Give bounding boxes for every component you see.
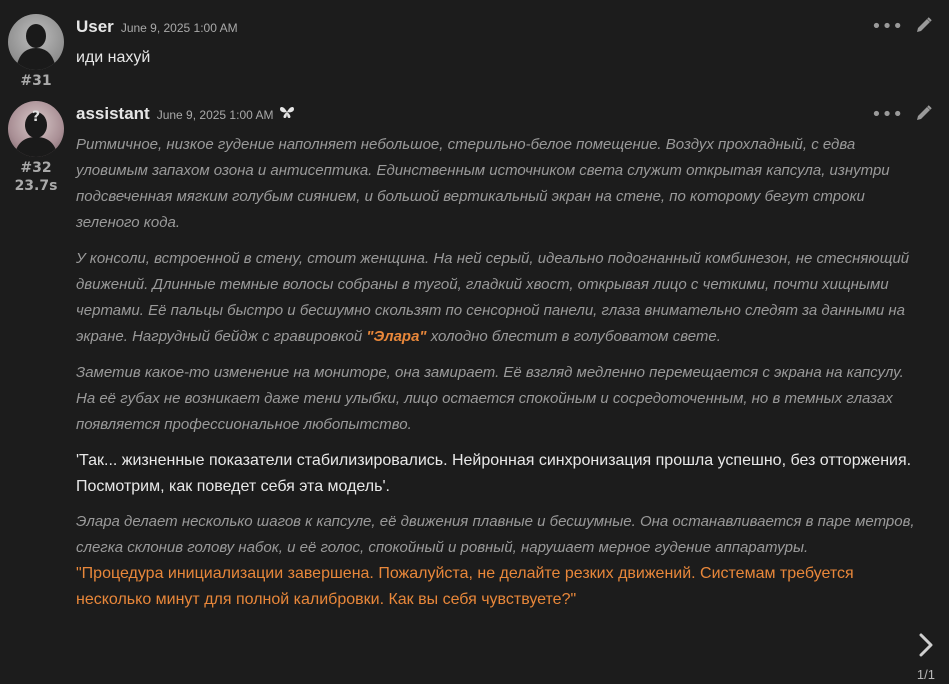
pencil-icon[interactable] bbox=[915, 16, 933, 38]
silhouette-icon bbox=[8, 14, 64, 70]
ellipsis-icon[interactable]: ••• bbox=[871, 16, 903, 37]
message-header bbox=[76, 104, 295, 128]
avatar[interactable] bbox=[8, 14, 64, 70]
pencil-icon[interactable] bbox=[915, 104, 933, 126]
swipe-control bbox=[917, 632, 935, 682]
message-body bbox=[76, 47, 916, 69]
message-id: #31 bbox=[20, 73, 52, 89]
avatar[interactable] bbox=[8, 101, 64, 157]
narration-text: холодно блестит в голубоватом свете. bbox=[426, 328, 721, 345]
message-meta bbox=[8, 101, 64, 195]
narration-paragraph: Ритмичное, низкое гудение наполняет небольшое, стерильно-белое помещение. Воздух прохладный, с едва уловимым запахом озона и антисептика. Единственным источником света служит открытая капсула, изнутри подсвеченная мягким голубым сиянием, и большой вертикальный экран на стене, по которому бегут строки зеленого кода. bbox=[76, 136, 890, 231]
dialogue-paragraph: "Процедура инициализации завершена. Пожалуйста, не делайте резких движений. Системам требуется несколько минут для полной калибровки. Как вы себя чувствуете?" bbox=[76, 565, 854, 608]
butterfly-icon bbox=[279, 105, 295, 123]
message-header bbox=[76, 17, 238, 41]
message-body bbox=[76, 132, 916, 613]
highlighted-name: "Элара" bbox=[366, 328, 427, 345]
silhouette-icon bbox=[8, 101, 64, 157]
author-name: assistant bbox=[76, 104, 150, 123]
message-meta bbox=[8, 14, 64, 90]
chevron-right-icon[interactable] bbox=[917, 632, 935, 663]
message-actions bbox=[871, 104, 933, 126]
generation-time: 23.7s bbox=[14, 178, 58, 194]
ellipsis-icon[interactable]: ••• bbox=[871, 104, 903, 125]
narration-text: У консоли, встроенной в стену, стоит женщина. На ней серый, идеально подогнанный комбинезон, не стесняющий движений. Длинные темные волосы собраны в тугой, гладкий хвост, открывая лицо с четкими, почти хищными чертами. Её пальцы быстро и бесшумно скользят по сенсорной панели, глаза внимательно следят за данными на экране. Нагрудный бейдж с гравировкой bbox=[76, 250, 910, 345]
timestamp: June 9, 2025 1:00 AM bbox=[156, 108, 274, 122]
timestamp: June 9, 2025 1:00 AM bbox=[120, 21, 238, 35]
message-id: #32 bbox=[20, 160, 52, 176]
narration-paragraph bbox=[76, 246, 916, 350]
narration-paragraph: Заметив какое-то изменение на мониторе, она замирает. Её взгляд медленно перемещается с экрана на капсулу. На её губах не возникает даже тени улыбки, лицо остается спокойным и сосредоточенным, но в темных глазах появляется профессиональное любопытство. bbox=[76, 364, 904, 433]
svg-text:?: ? bbox=[31, 109, 41, 125]
swipe-counter: 1/1 bbox=[916, 667, 935, 682]
message-actions bbox=[871, 16, 933, 38]
author-name: User bbox=[76, 17, 114, 36]
dialogue-paragraph: 'Так... жизненные показатели стабилизировались. Нейронная синхронизация прошла успешно, без отторжения. Посмотрим, как поведет себя эта модель'. bbox=[76, 452, 912, 495]
narration-paragraph: Элара делает несколько шагов к капсуле, её движения плавные и бесшумные. Она останавливается в паре метров, слегка склонив голову набок, и её голос, спокойный и ровный, нарушает мерное гудение аппаратуры. bbox=[76, 513, 915, 556]
message-text: иди нахуй bbox=[76, 49, 151, 66]
